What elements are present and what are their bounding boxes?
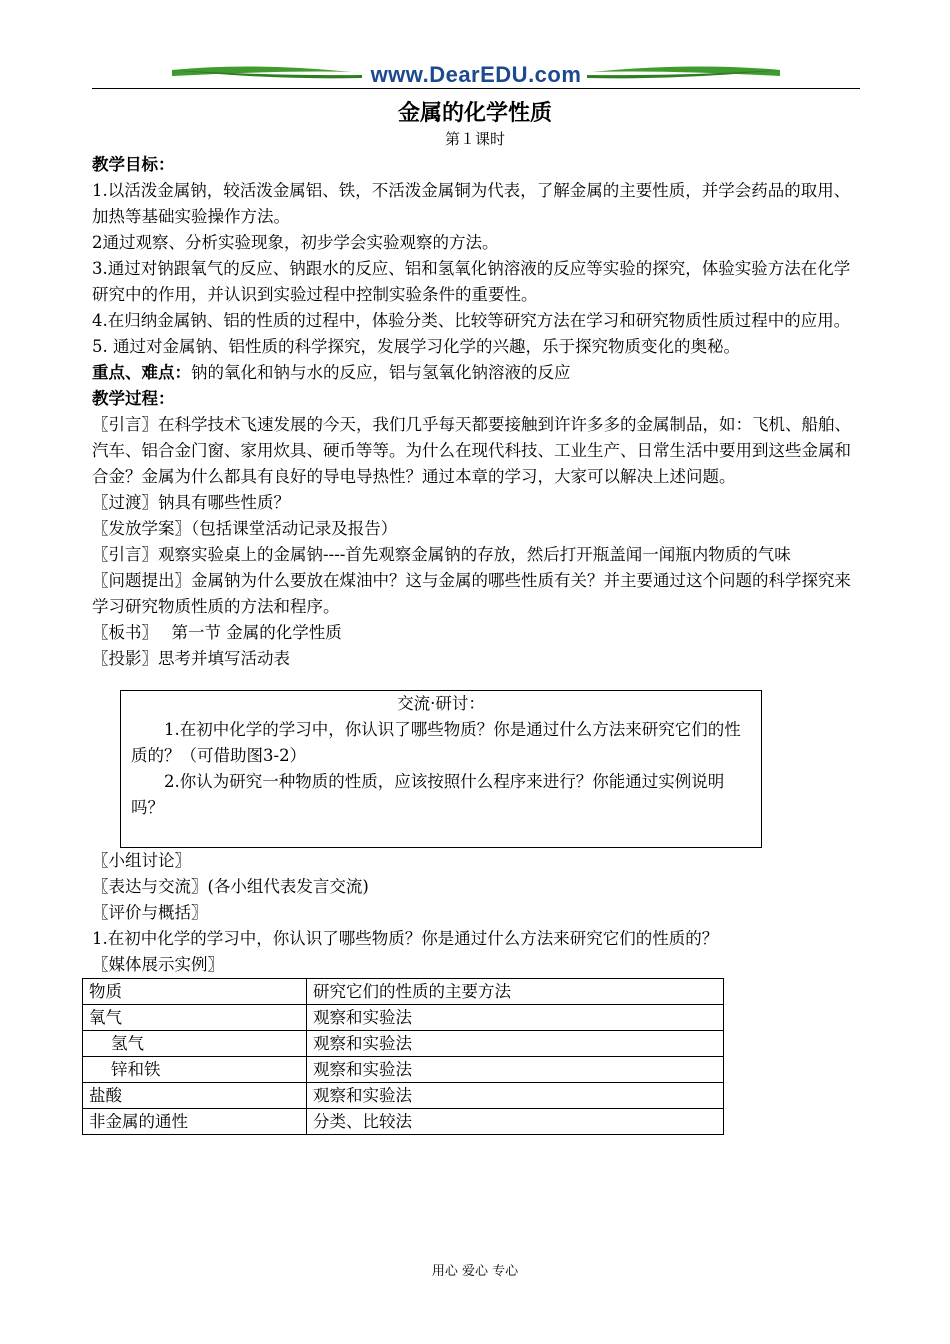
process-paragraph: 〖引言〗观察实验桌上的金属钠----首先观察金属钠的存放，然后打开瓶盖闻一闻瓶内物质的气味 — [92, 545, 791, 564]
objective-item: 4.在归纳金属钠、铝的性质的过程中，体验分类、比较等研究方法在学习和研究物质性质过程中的应用。 — [92, 311, 851, 330]
document-body — [89, 152, 862, 1135]
page-title: 金属的化学性质 — [397, 100, 552, 126]
process-paragraph: 〖板书〗 第一节 金属的化学性质 — [92, 623, 342, 642]
objective-item: 2通过观察、分析实验现象，初步学会实验观察的方法。 — [92, 233, 499, 252]
table-cell: 观察和实验法 — [307, 1031, 724, 1057]
objective-item: 1.以活泼金属钠，较活泼金属铝、铁，不活泼金属铜为代表，了解金属的主要性质，并学会药品的取用、加热等基础实验操作方法。 — [92, 181, 851, 226]
after-paragraph: 〖评价与概括〗 — [92, 903, 208, 922]
discussion-question-2: 2.你认为研究一种物质的性质，应该按照什么程序来进行？你能通过实例说明吗？ — [131, 772, 725, 817]
table-header-cell: 物质 — [83, 979, 307, 1005]
page-footer: 用心 爱心 专心 — [431, 1264, 519, 1279]
table-cell: 氢气 — [83, 1031, 307, 1057]
site-name: www.DearEDU.com — [370, 62, 582, 87]
table-cell: 锌和铁 — [83, 1057, 307, 1083]
process-paragraph: 〖发放学案〗（包括课堂活动记录及报告） — [92, 519, 398, 538]
after-paragraph: 〖表达与交流〗(各小组代表发言交流) — [92, 877, 369, 896]
after-paragraph: 〖小组讨论〗 — [92, 851, 191, 870]
table-cell: 氧气 — [83, 1005, 307, 1031]
table-cell: 观察和实验法 — [307, 1083, 724, 1109]
site-header-banner — [92, 58, 860, 92]
key-points — [92, 360, 862, 386]
objective-item: 5. 通过对金属钠、铝性质的科学探究，发展学习化学的兴趣，乐于探究物质变化的奥秘。 — [92, 337, 740, 356]
table-row — [83, 1031, 724, 1057]
table-header-cell: 研究它们的性质的主要方法 — [307, 979, 724, 1005]
process-heading: 教学过程： — [92, 389, 175, 408]
page-subtitle: 第１课时 — [444, 130, 505, 148]
table-cell: 观察和实验法 — [307, 1005, 724, 1031]
table-row — [83, 1083, 724, 1109]
table-row — [83, 1005, 724, 1031]
process-paragraph: 〖问题提出〗金属钠为什么要放在煤油中？这与金属的哪些性质有关？并主要通过这个问题的科学探究来学习研究物质性质的方法和程序。 — [92, 571, 851, 616]
objective-item: 3.通过对钠跟氧气的反应、钠跟水的反应、铝和氢氧化钠溶液的反应等实验的探究，体验实验方法在化学研究中的作用，并认识到实验过程中控制实验条件的重要性。 — [92, 259, 851, 304]
table-header-row — [83, 979, 724, 1005]
table-row — [83, 1109, 724, 1135]
discussion-question-1: 1.在初中化学的学习中，你认识了哪些物质？你是通过什么方法来研究它们的性质的？（可借助图3-2） — [131, 720, 741, 765]
process-paragraph: 〖引言〗在科学技术飞速发展的今天，我们几乎每天都要接触到许许多多的金属制品，如：飞机、船舶、汽车、铝合金门窗、家用炊具、硬币等等。为什么在现代科技、工业生产、日常生活中要用到这些金属和合金？金属为什么都具有良好的导电导热性？通过本章的学习，大家可以解决上述问题。 — [92, 415, 851, 486]
process-paragraph: 〖过渡〗钠具有哪些性质？ — [92, 493, 290, 512]
discussion-box — [120, 690, 762, 848]
after-paragraph: 1.在初中化学的学习中，你认识了哪些物质？你是通过什么方法来研究它们的性质的？ — [92, 929, 719, 948]
methods-table — [82, 978, 724, 1135]
spacer — [92, 672, 862, 690]
objectives-heading: 教学目标： — [92, 155, 175, 174]
discussion-title: 交流·研讨： — [397, 694, 485, 713]
table-cell: 分类、比较法 — [307, 1109, 724, 1135]
process-paragraph: 〖投影〗思考并填写活动表 — [92, 649, 290, 668]
after-paragraph: 〖媒体展示实例〗 — [92, 955, 224, 974]
key-points-text: 钠的氧化和钠与水的反应，铝与氢氧化钠溶液的反应 — [191, 363, 571, 382]
header-divider — [92, 88, 860, 89]
table-row — [83, 1057, 724, 1083]
table-cell: 盐酸 — [83, 1083, 307, 1109]
table-cell: 非金属的通性 — [83, 1109, 307, 1135]
table-cell: 观察和实验法 — [307, 1057, 724, 1083]
key-points-label: 重点、难点： — [92, 363, 191, 382]
